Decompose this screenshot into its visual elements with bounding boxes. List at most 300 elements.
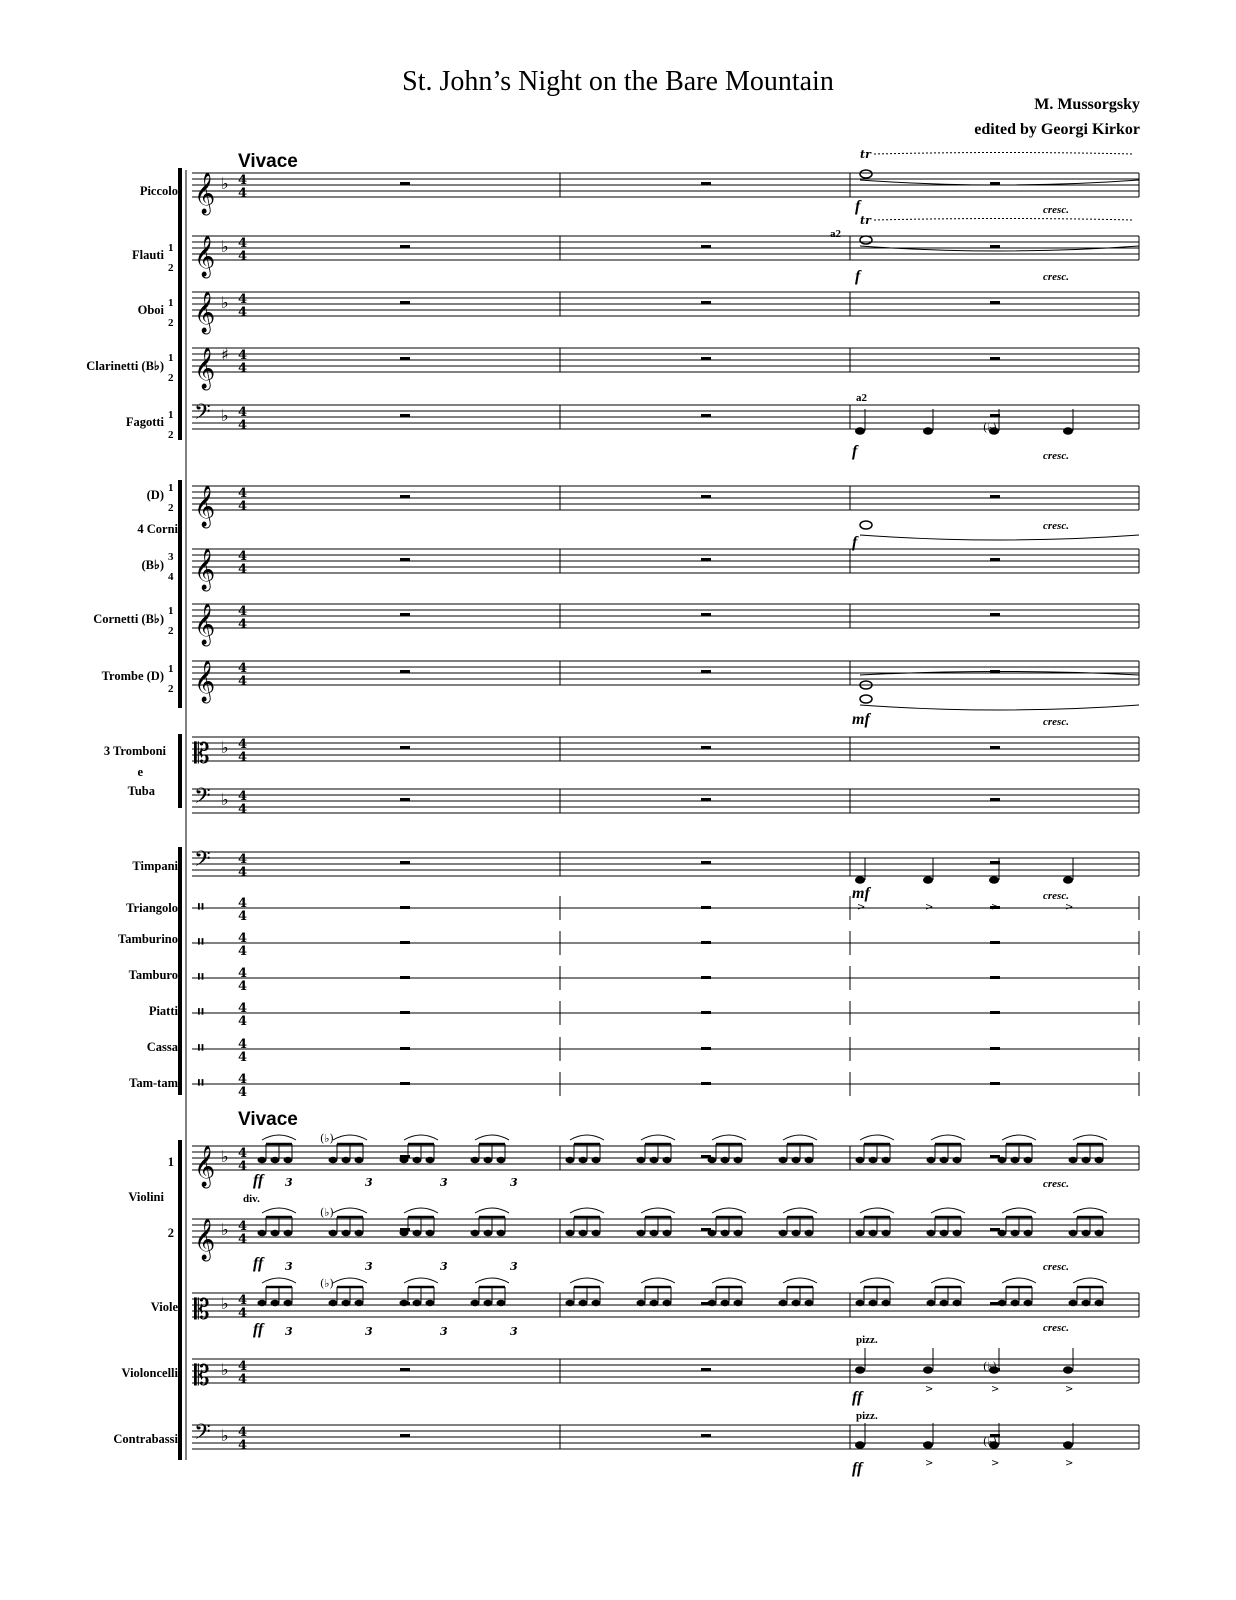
treble-clef-icon: 𝄞 xyxy=(194,236,216,277)
eighth-note xyxy=(953,1300,962,1306)
accent-icon: > xyxy=(991,1458,1000,1469)
whole-rest-icon xyxy=(400,301,410,304)
slur xyxy=(860,1135,894,1140)
dynamic-ff: ff xyxy=(852,1389,863,1406)
whole-rest-icon xyxy=(400,1047,410,1050)
slur xyxy=(570,1278,604,1283)
bass-clef-icon: 𝄢 xyxy=(194,847,211,877)
slur xyxy=(931,1208,965,1213)
whole-rest-icon xyxy=(701,182,711,185)
tuplet-numeral: 3 xyxy=(510,1260,518,1273)
trill-line xyxy=(874,219,1134,221)
whole-rest-icon xyxy=(400,182,410,185)
whole-note xyxy=(860,236,872,244)
tuplet-numeral: 3 xyxy=(440,1176,448,1189)
whole-rest-icon xyxy=(400,1434,410,1437)
cresc-mark: cresc. xyxy=(1043,204,1069,216)
eighth-note xyxy=(637,1230,646,1236)
tuplet-numeral: 3 xyxy=(510,1176,518,1189)
quarter-note xyxy=(855,427,865,435)
dynamic-f: f xyxy=(855,268,861,285)
eighth-note xyxy=(940,1230,949,1236)
slur xyxy=(1073,1208,1107,1213)
time-sig-numerator: 4 xyxy=(238,236,248,251)
slur xyxy=(404,1208,438,1213)
eighth-note xyxy=(413,1157,422,1163)
eighth-note xyxy=(592,1230,601,1236)
eighth-note xyxy=(734,1300,743,1306)
time-sig-denominator: 4 xyxy=(238,617,248,632)
time-sig-denominator: 4 xyxy=(238,1372,248,1387)
whole-rest-icon xyxy=(990,301,1000,304)
whole-rest-icon xyxy=(701,976,711,979)
eighth-note xyxy=(400,1157,409,1163)
eighth-note xyxy=(579,1230,588,1236)
eighth-note xyxy=(869,1300,878,1306)
eighth-note xyxy=(284,1157,293,1163)
time-sig-numerator: 4 xyxy=(238,1037,248,1052)
time-sig-denominator: 4 xyxy=(238,1085,248,1100)
bracket xyxy=(178,1140,182,1460)
quarter-note xyxy=(923,427,933,435)
eighth-note xyxy=(258,1157,267,1163)
trill-icon: tr xyxy=(860,214,871,227)
eighth-note xyxy=(869,1157,878,1163)
accent-icon: > xyxy=(1065,1384,1074,1395)
slur xyxy=(1073,1135,1107,1140)
treble-clef-icon: 𝄞 xyxy=(194,292,216,333)
slur xyxy=(712,1135,746,1140)
quarter-note xyxy=(923,876,933,884)
eighth-note xyxy=(413,1230,422,1236)
quarter-note xyxy=(855,876,865,884)
eighth-note xyxy=(1011,1300,1020,1306)
eighth-note xyxy=(869,1230,878,1236)
eighth-note xyxy=(882,1300,891,1306)
eighth-note xyxy=(663,1300,672,1306)
eighth-note xyxy=(271,1230,280,1236)
trill-icon: tr xyxy=(860,148,871,161)
eighth-note xyxy=(637,1300,646,1306)
whole-rest-icon xyxy=(701,670,711,673)
eighth-note xyxy=(940,1300,949,1306)
time-sig-numerator: 4 xyxy=(238,1001,248,1016)
bracket xyxy=(178,480,182,708)
time-sig-numerator: 4 xyxy=(238,604,248,619)
time-sig-denominator: 4 xyxy=(238,562,248,577)
whole-rest-icon xyxy=(990,1047,1000,1050)
pizz-mark: pizz. xyxy=(856,1410,878,1422)
accent-icon: > xyxy=(991,1384,1000,1395)
time-sig-numerator: 4 xyxy=(238,1146,248,1161)
tuplet-numeral: 3 xyxy=(285,1176,293,1189)
accent-icon: > xyxy=(925,1384,934,1395)
percussion-clef-icon: 𝄥 xyxy=(198,1038,204,1059)
slur xyxy=(475,1135,509,1140)
eighth-note xyxy=(637,1157,646,1163)
slur xyxy=(1002,1135,1036,1140)
time-sig-denominator: 4 xyxy=(238,186,248,201)
cresc-mark: cresc. xyxy=(1043,1178,1069,1190)
quarter-note xyxy=(855,1441,865,1449)
eighth-note xyxy=(882,1230,891,1236)
slur xyxy=(262,1208,296,1213)
whole-rest-icon xyxy=(400,798,410,801)
key-flat-icon: ♭ xyxy=(221,1426,229,1445)
time-sig-denominator: 4 xyxy=(238,1438,248,1453)
eighth-note xyxy=(271,1157,280,1163)
a2-mark: a2 xyxy=(856,392,867,404)
key-flat-icon: ♭ xyxy=(221,1147,229,1166)
eighth-note xyxy=(882,1157,891,1163)
eighth-note xyxy=(805,1230,814,1236)
slur xyxy=(333,1135,367,1140)
eighth-note xyxy=(1069,1157,1078,1163)
whole-note xyxy=(860,170,872,178)
eighth-note xyxy=(342,1230,351,1236)
time-sig-numerator: 4 xyxy=(238,966,248,981)
eighth-note xyxy=(721,1300,730,1306)
key-flat-icon: ♭ xyxy=(221,738,229,757)
dynamic-f: f xyxy=(855,198,861,215)
slur xyxy=(262,1278,296,1283)
eighth-note xyxy=(856,1157,865,1163)
time-sig-numerator: 4 xyxy=(238,1425,248,1440)
accent-icon: > xyxy=(925,902,934,913)
dynamic-f: f xyxy=(852,443,858,460)
slur xyxy=(860,1208,894,1213)
eighth-note xyxy=(805,1300,814,1306)
time-sig-numerator: 4 xyxy=(238,852,248,867)
quarter-note xyxy=(1063,1366,1073,1374)
eighth-note xyxy=(927,1300,936,1306)
tempo-marking-winds: Vivace xyxy=(238,151,298,172)
part-num: 1 xyxy=(168,242,174,254)
whole-rest-icon xyxy=(701,301,711,304)
label-tromboni: 3 Tromboni xyxy=(103,744,166,758)
key-flat-icon: ♭ xyxy=(221,293,229,312)
part-num: 1 xyxy=(168,409,174,421)
time-sig-numerator: 4 xyxy=(238,896,248,911)
alto-clef-icon: 𝄡 xyxy=(194,737,210,770)
time-sig-numerator: 4 xyxy=(238,486,248,501)
treble-clef-icon: 𝄞 xyxy=(194,348,216,389)
label-piatti: Piatti xyxy=(148,1004,178,1018)
percussion-clef-icon: 𝄥 xyxy=(198,1002,204,1023)
eighth-note xyxy=(1082,1300,1091,1306)
eighth-note xyxy=(579,1300,588,1306)
dynamic-ff: ff xyxy=(852,1460,863,1477)
time-sig-numerator: 4 xyxy=(238,173,248,188)
eighth-note xyxy=(1095,1230,1104,1236)
whole-note xyxy=(860,521,872,529)
eighth-note xyxy=(1082,1230,1091,1236)
cresc-mark: cresc. xyxy=(1043,1261,1069,1273)
whole-rest-icon xyxy=(701,906,711,909)
accent-icon: > xyxy=(1065,1458,1074,1469)
key-flat-icon: ♭ xyxy=(221,1360,229,1379)
quarter-note xyxy=(1063,427,1073,435)
eighth-note xyxy=(805,1157,814,1163)
whole-rest-icon xyxy=(990,1228,1000,1231)
flat-accidental-icon: (♭) xyxy=(983,421,997,434)
time-sig-denominator: 4 xyxy=(238,361,248,376)
bass-clef-icon: 𝄢 xyxy=(194,784,211,814)
part-num: 2 xyxy=(168,625,174,637)
eighth-note xyxy=(856,1300,865,1306)
time-sig-denominator: 4 xyxy=(238,944,248,959)
eighth-note xyxy=(426,1300,435,1306)
whole-rest-icon xyxy=(701,1434,711,1437)
time-sig-denominator: 4 xyxy=(238,909,248,924)
eighth-note xyxy=(1011,1230,1020,1236)
eighth-note xyxy=(426,1157,435,1163)
eighth-note xyxy=(497,1230,506,1236)
slur xyxy=(641,1135,675,1140)
eighth-note xyxy=(663,1157,672,1163)
eighth-note xyxy=(329,1230,338,1236)
cresc-mark: cresc. xyxy=(1043,890,1069,902)
label-tromboni-e: e xyxy=(137,765,143,779)
eighth-note xyxy=(1024,1230,1033,1236)
eighth-note xyxy=(566,1230,575,1236)
part-num: 2 xyxy=(168,683,174,695)
slur xyxy=(783,1135,817,1140)
slur xyxy=(1002,1208,1036,1213)
whole-rest-icon xyxy=(701,558,711,561)
whole-rest-icon xyxy=(400,414,410,417)
label-tamburino: Tamburino xyxy=(118,932,178,946)
slur xyxy=(404,1135,438,1140)
whole-note xyxy=(860,695,872,703)
eighth-note xyxy=(708,1300,717,1306)
eighth-note xyxy=(734,1157,743,1163)
whole-rest-icon xyxy=(400,941,410,944)
eighth-note xyxy=(271,1300,280,1306)
flat-accidental-icon: (♭) xyxy=(320,1277,334,1290)
tuplet-numeral: 3 xyxy=(440,1260,448,1273)
slur xyxy=(475,1208,509,1213)
eighth-note xyxy=(708,1157,717,1163)
label-tamtam: Tam-tam xyxy=(129,1076,178,1090)
eighth-note xyxy=(355,1157,364,1163)
label-triangolo: Triangolo xyxy=(126,901,178,915)
alto-clef-icon: 𝄡 xyxy=(194,1293,210,1326)
eighth-note xyxy=(721,1157,730,1163)
flat-accidental-icon: (♭) xyxy=(983,1360,997,1373)
time-sig-denominator: 4 xyxy=(238,418,248,433)
eighth-note xyxy=(1069,1300,1078,1306)
label-fagotti: Fagotti xyxy=(125,415,164,429)
whole-rest-icon xyxy=(990,357,1000,360)
trill-line xyxy=(874,153,1134,155)
label-piccolo: Piccolo xyxy=(139,184,178,198)
whole-rest-icon xyxy=(701,245,711,248)
time-sig-numerator: 4 xyxy=(238,292,248,307)
treble-clef-icon: 𝄞 xyxy=(194,661,216,702)
bracket xyxy=(178,168,182,440)
slur xyxy=(860,705,1139,710)
whole-rest-icon xyxy=(990,746,1000,749)
tempo-marking-strings: Vivace xyxy=(238,1109,298,1130)
time-sig-denominator: 4 xyxy=(238,802,248,817)
part-num: 1 xyxy=(168,352,174,364)
time-sig-denominator: 4 xyxy=(238,499,248,514)
tuplet-numeral: 3 xyxy=(285,1260,293,1273)
tuplet-numeral: 3 xyxy=(365,1325,373,1338)
slur xyxy=(783,1278,817,1283)
eighth-note xyxy=(471,1300,480,1306)
accent-icon: > xyxy=(1065,902,1074,913)
whole-rest-icon xyxy=(701,414,711,417)
whole-rest-icon xyxy=(701,861,711,864)
treble-clef-icon: 𝄞 xyxy=(194,1146,216,1187)
eighth-note xyxy=(579,1157,588,1163)
whole-rest-icon xyxy=(400,613,410,616)
percussion-clef-icon: 𝄥 xyxy=(198,932,204,953)
bracket xyxy=(178,847,182,1095)
eighth-note xyxy=(856,1230,865,1236)
slur xyxy=(333,1208,367,1213)
time-sig-denominator: 4 xyxy=(238,865,248,880)
eighth-note xyxy=(329,1300,338,1306)
eighth-note xyxy=(953,1230,962,1236)
time-sig-denominator: 4 xyxy=(238,674,248,689)
flat-accidental-icon: (♭) xyxy=(320,1132,334,1145)
time-sig-numerator: 4 xyxy=(238,931,248,946)
eighth-note xyxy=(258,1230,267,1236)
treble-clef-icon: 𝄞 xyxy=(194,1219,216,1260)
time-sig-denominator: 4 xyxy=(238,1159,248,1174)
eighth-note xyxy=(779,1300,788,1306)
time-sig-denominator: 4 xyxy=(238,305,248,320)
eighth-note xyxy=(734,1230,743,1236)
quarter-note xyxy=(1063,1441,1073,1449)
flat-accidental-icon: (♭) xyxy=(320,1206,334,1219)
eighth-note xyxy=(1024,1157,1033,1163)
time-sig-numerator: 4 xyxy=(238,789,248,804)
whole-rest-icon xyxy=(400,861,410,864)
cresc-mark: cresc. xyxy=(1043,520,1069,532)
slur xyxy=(475,1278,509,1283)
tuplet-numeral: 3 xyxy=(365,1176,373,1189)
part-num: 1 xyxy=(168,482,174,494)
whole-rest-icon xyxy=(701,798,711,801)
part-num: 1 xyxy=(168,297,174,309)
whole-rest-icon xyxy=(701,357,711,360)
part-num: 2 xyxy=(168,262,174,274)
label-cassa: Cassa xyxy=(146,1040,178,1054)
cresc-mark: cresc. xyxy=(1043,716,1069,728)
slur xyxy=(570,1208,604,1213)
eighth-note xyxy=(484,1230,493,1236)
whole-rest-icon xyxy=(400,357,410,360)
quarter-note xyxy=(855,1366,865,1374)
treble-clef-icon: 𝄞 xyxy=(194,486,216,527)
label-corni-bb: (B♭) xyxy=(141,558,164,572)
part-num: 1 xyxy=(168,663,174,675)
label-corni: 4 Corni xyxy=(137,522,178,536)
slur xyxy=(931,1278,965,1283)
dynamic-mf: mf xyxy=(852,885,870,902)
eighth-note xyxy=(927,1230,936,1236)
time-sig-numerator: 4 xyxy=(238,1293,248,1308)
time-sig-numerator: 4 xyxy=(238,348,248,363)
whole-rest-icon xyxy=(400,906,410,909)
quarter-note xyxy=(989,876,999,884)
alto-clef-icon: 𝄡 xyxy=(194,1359,210,1392)
accent-icon: > xyxy=(991,902,1000,913)
whole-rest-icon xyxy=(990,798,1000,801)
time-sig-denominator: 4 xyxy=(238,249,248,264)
key-flat-icon: ♭ xyxy=(221,237,229,256)
eighth-note xyxy=(650,1300,659,1306)
time-sig-denominator: 4 xyxy=(238,1306,248,1321)
label-violini-2: 2 xyxy=(167,1226,174,1240)
eighth-note xyxy=(329,1157,338,1163)
tuplet-numeral: 3 xyxy=(285,1325,293,1338)
dynamic-ff: ff xyxy=(253,1172,264,1189)
flat-accidental-icon: (♭) xyxy=(983,1435,997,1448)
a2-mark: a2 xyxy=(830,228,841,240)
eighth-note xyxy=(779,1230,788,1236)
eighth-note xyxy=(663,1230,672,1236)
slur xyxy=(860,535,1139,540)
time-sig-denominator: 4 xyxy=(238,1014,248,1029)
key-flat-icon: ♭ xyxy=(221,1220,229,1239)
bass-clef-icon: 𝄢 xyxy=(194,400,211,430)
slur xyxy=(262,1135,296,1140)
slur xyxy=(712,1278,746,1283)
time-sig-denominator: 4 xyxy=(238,979,248,994)
quarter-note xyxy=(923,1366,933,1374)
eighth-note xyxy=(998,1300,1007,1306)
slur xyxy=(1073,1278,1107,1283)
eighth-note xyxy=(566,1300,575,1306)
whole-rest-icon xyxy=(701,613,711,616)
eighth-note xyxy=(355,1230,364,1236)
eighth-note xyxy=(650,1230,659,1236)
part-num: 2 xyxy=(168,502,174,514)
cresc-mark: cresc. xyxy=(1043,271,1069,283)
eighth-note xyxy=(471,1230,480,1236)
whole-rest-icon xyxy=(990,558,1000,561)
whole-rest-icon xyxy=(400,746,410,749)
eighth-note xyxy=(1024,1300,1033,1306)
eighth-note xyxy=(721,1230,730,1236)
part-num: 3 xyxy=(168,551,174,563)
part-num: 2 xyxy=(168,317,174,329)
whole-rest-icon xyxy=(400,245,410,248)
time-sig-numerator: 4 xyxy=(238,1072,248,1087)
whole-rest-icon xyxy=(990,976,1000,979)
dynamic-ff: ff xyxy=(253,1255,264,1272)
accent-icon: > xyxy=(857,902,866,913)
eighth-note xyxy=(708,1230,717,1236)
whole-rest-icon xyxy=(701,1047,711,1050)
eighth-note xyxy=(592,1157,601,1163)
slur xyxy=(333,1278,367,1283)
eighth-note xyxy=(342,1300,351,1306)
eighth-note xyxy=(1095,1300,1104,1306)
key-flat-icon: ♭ xyxy=(221,406,229,425)
eighth-note xyxy=(400,1300,409,1306)
bass-clef-icon: 𝄢 xyxy=(194,1420,211,1450)
label-violoncelli: Violoncelli xyxy=(121,1366,178,1380)
time-sig-numerator: 4 xyxy=(238,737,248,752)
eighth-note xyxy=(566,1157,575,1163)
percussion-clef-icon: 𝄥 xyxy=(198,897,204,918)
